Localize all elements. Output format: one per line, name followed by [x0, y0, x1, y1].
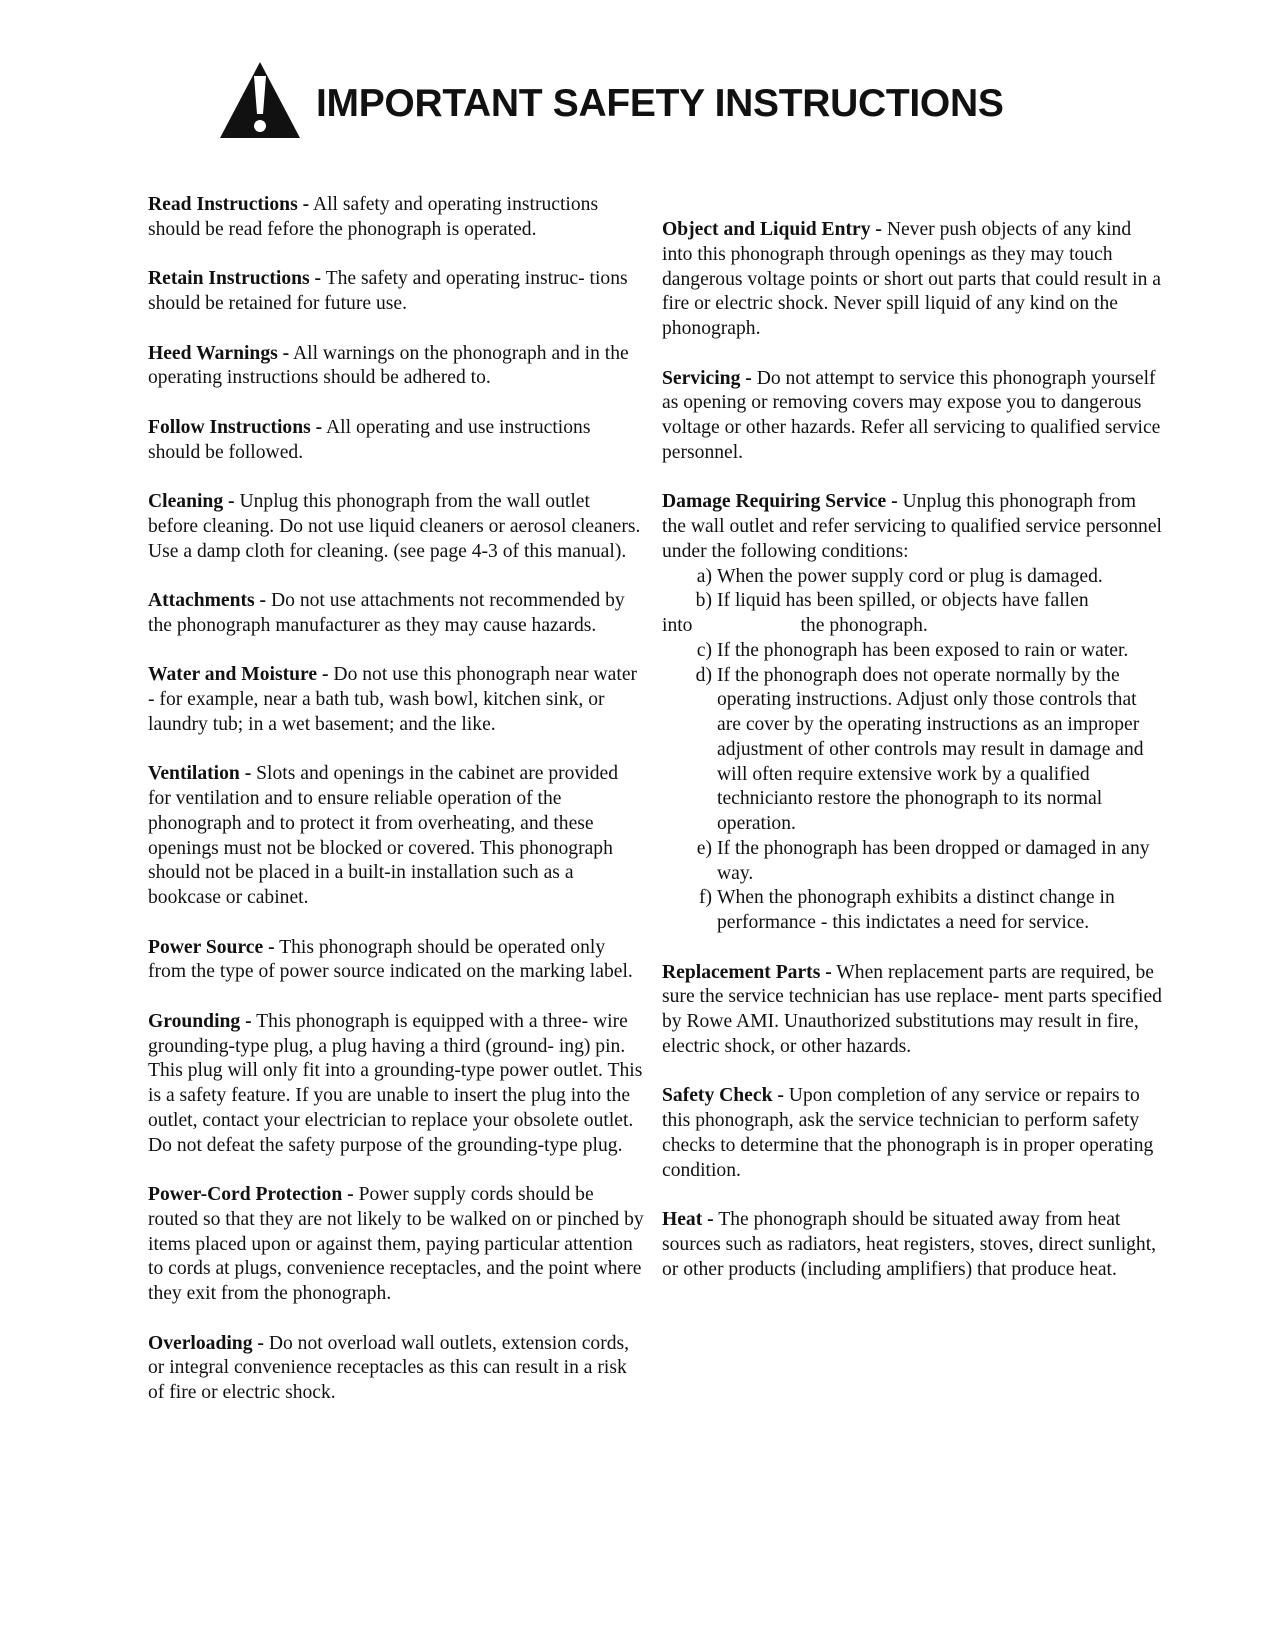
paragraph-text: When replacement parts are required, be sure the service technician has use replace- ment parts specified by Rowe AMI. Unauthorized substitutions may result in fire, electric shock, or other hazards.: [662, 961, 1162, 1057]
read-instructions-paragraph: [148, 193, 644, 243]
retain-instructions-paragraph: [148, 267, 644, 317]
list-item-label: e): [696, 837, 712, 859]
heat-paragraph: [662, 1208, 1162, 1282]
paragraph-text: The phonograph should be situated away from heat sources such as radiators, heat registers, stoves, direct sunlight, or other products (including amplifiers) that produce heat.: [662, 1209, 1157, 1280]
term-label: Ventilation -: [148, 763, 252, 785]
list-item-text: If the phonograph does not operate normally by the operating instructions. Adjust only those controls that are cover by the operating instructions as an improper adjustment of other controls may result in damage and will often require extensive work by a qualified technicianto restore the phonograph to its normal operation.: [717, 664, 1144, 834]
list-item-continuation: into: [662, 615, 693, 636]
cleaning-paragraph: [148, 490, 644, 564]
list-item-label: d): [695, 664, 712, 686]
list-item: [662, 837, 1162, 887]
term-label: Heed Warnings -: [148, 342, 290, 364]
term-label: Safety Check -: [662, 1085, 784, 1107]
list-item-label: a): [696, 565, 712, 587]
page-title: IMPORTANT SAFETY INSTRUCTIONS: [316, 82, 1004, 125]
list-item: [662, 639, 1162, 664]
overloading-paragraph: [148, 1332, 644, 1406]
list-item-text: If the phonograph has been dropped or damaged in any way.: [717, 837, 1150, 884]
damage-requiring-service-section: [662, 490, 1162, 936]
servicing-paragraph: [662, 367, 1162, 466]
term-label: Read Instructions -: [148, 194, 310, 215]
paragraph-text: All safety and operating instructions should be read fefore the phonograph is operated.: [148, 194, 599, 240]
warning-triangle-icon: [218, 60, 302, 140]
term-label: Cleaning -: [148, 491, 235, 512]
water-moisture-paragraph: [148, 663, 644, 737]
follow-instructions-paragraph: [148, 416, 644, 466]
paragraph-text: This phonograph should be operated only from the type of power source indicated on the marking label.: [148, 936, 633, 983]
grounding-paragraph: [148, 1010, 644, 1159]
paragraph-text: Do not use this phonograph near water - for example, near a bath tub, wash bowl, kitchen sink, or laundry tub; in a wet basement; and the like.: [148, 664, 638, 735]
list-item: [662, 886, 1162, 936]
paragraph-text: Never push objects of any kind into this phonograph through openings as they may touch dangerous voltage points or short out parts that could result in a fire or electric shock. Never spill liquid of any kind on the phonograph.: [662, 219, 1161, 339]
list-item: [662, 589, 1162, 639]
paragraph-text: The safety and operating instruc- tions should be retained for future use.: [148, 268, 628, 314]
paragraph-text: Slots and openings in the cabinet are provided for ventilation and to ensure reliable operation of the phonograph and to protect it from overheating, and these openings must not be blocked or covered. This phonograph should not be placed in a built-in installation such as a bookcase or cabinet.: [148, 763, 619, 908]
paragraph-text: Do not use attachments not recommended by the phonograph manufacturer as they may cause hazards.: [148, 590, 625, 636]
list-item-text: If liquid has been spilled, or objects have fallen: [717, 590, 1089, 612]
term-label: Damage Requiring Service -: [662, 491, 898, 513]
term-label: Follow Instructions -: [148, 416, 323, 438]
list-item-label: f): [698, 887, 712, 909]
heed-warnings-paragraph: [148, 342, 644, 392]
term-label: Power-Cord Protection -: [148, 1184, 354, 1205]
ventilation-paragraph: [148, 762, 644, 911]
term-label: Water and Moisture -: [148, 664, 329, 686]
list-item-text: When the phonograph exhibits a distinct change in performance - this indictates a need for service.: [717, 887, 1115, 933]
safety-check-paragraph: [662, 1084, 1162, 1183]
term-label: Retain Instructions -: [148, 268, 322, 290]
paragraph-text: This phonograph is equipped with a three- wire grounding-type plug, a plug having a third (ground- ing) pin. This plug will only fit into a grounding-type power outlet. This is a safety feature. If you are unable to insert the plug into the outlet, contact your electrician to replace your obsolete outlet. Do not defeat the safety purpose of the grounding-type plug.: [148, 1010, 643, 1156]
paragraph-text: Unplug this phonograph from the wall outlet and refer servicing to qualified service personnel under the following conditions:: [662, 491, 1162, 562]
power-source-paragraph: [148, 936, 644, 986]
replacement-parts-paragraph: [662, 961, 1162, 1060]
paragraph-text: Power supply cords should be routed so that they are not likely to be walked on or pinched by items placed upon or against them, paying particular attention to cords at plugs, convenience receptacles, and the point where they exit from the phonograph.: [148, 1184, 644, 1304]
paragraph-text: All operating and use instructions should be followed.: [148, 416, 591, 463]
term-label: Heat -: [662, 1209, 714, 1230]
list-item-label: b): [695, 590, 712, 612]
power-cord-protection-paragraph: [148, 1183, 644, 1307]
damage-requiring-service-intro: [662, 490, 1162, 564]
paragraph-text: Do not overload wall outlets, extension cords, or integral convenience receptacles as this can result in a risk of fire or electric shock.: [148, 1332, 630, 1403]
term-label: Overloading -: [148, 1332, 264, 1354]
conditions-list: [662, 565, 1162, 936]
term-label: Replacement Parts -: [662, 961, 832, 983]
object-liquid-entry-paragraph: [662, 218, 1162, 342]
list-item-text: If the phonograph has been exposed to rain or water.: [717, 639, 1129, 661]
list-item: [662, 565, 1162, 590]
term-label: Power Source -: [148, 936, 275, 958]
term-label: Grounding -: [148, 1010, 252, 1032]
list-item-text: When the power supply cord or plug is damaged.: [717, 565, 1103, 587]
left-column: [148, 193, 644, 1431]
term-label: Servicing -: [662, 367, 752, 389]
right-column: [662, 218, 1162, 1307]
paragraph-text: Do not attempt to service this phonograph yourself as opening or removing covers may expose you to dangerous voltage or other hazards. Refer all servicing to qualified service personnel.: [662, 367, 1161, 463]
list-item-continuation: the phonograph.: [800, 615, 928, 636]
term-label: Attachments -: [148, 590, 267, 611]
list-item: [662, 664, 1162, 837]
paragraph-text: Upon completion of any service or repairs to this phonograph, ask the service technician to perform safety checks to determine that the phonograph is in proper operating condition.: [662, 1085, 1154, 1181]
paragraph-text: All warnings on the phonograph and in the operating instructions should be adhered to.: [148, 342, 629, 389]
list-item-label: c): [696, 639, 712, 661]
term-label: Object and Liquid Entry -: [662, 219, 882, 240]
header: [218, 60, 1018, 142]
attachments-paragraph: [148, 589, 644, 639]
paragraph-text: Unplug this phonograph from the wall outlet before cleaning. Do not use liquid cleaners or aerosol cleaners. Use a damp cloth for cleaning. (see page 4-3 of this manual).: [148, 491, 641, 562]
